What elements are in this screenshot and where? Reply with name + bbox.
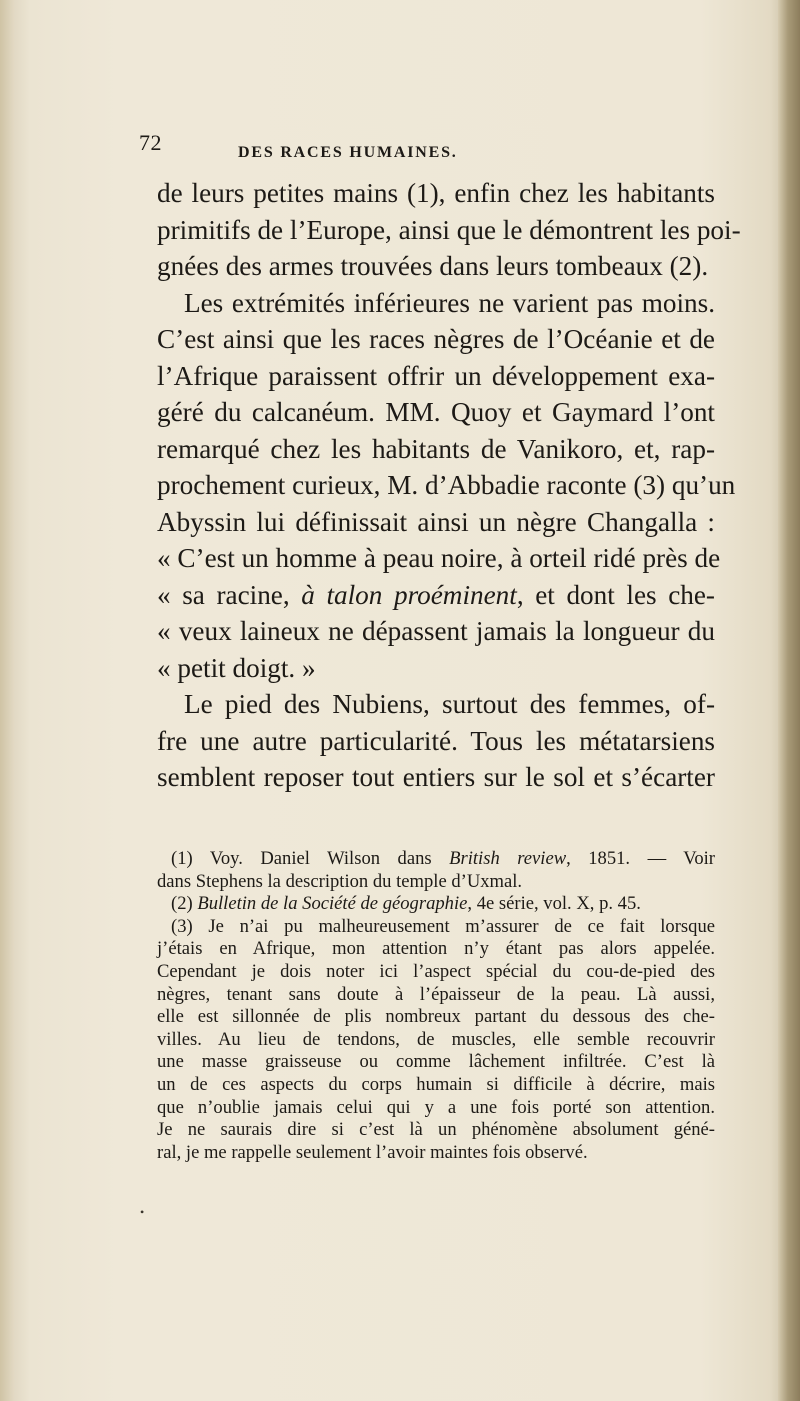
text-line: remarqué chez les habitants de Vanikoro, et, rap- [157,433,715,464]
footnote-line: ral, je me rappelle seulement l’avoir maintes fois observé. [157,1141,588,1163]
text-line: Les extrémités inférieures ne varient pas moins. [184,287,715,318]
footnote-line: Cependant je dois noter ici l’aspect spécial du cou-de-pied des [157,960,715,982]
text-line: prochement curieux, M. d’Abbadie raconte (3) qu’un [157,470,736,500]
text-fragment: , et dont les che- [516,579,715,610]
footnote-text: , 1851. — Voir [566,848,715,869]
footnote-line: que n’oublie jamais celui qui y a une fois porté son attention. [157,1096,715,1118]
text-line: C’est ainsi que les races nègres de l’Océanie et de [157,324,715,354]
footnote-line: j’étais en Afrique, mon attention n’y étant pas alors appelée. [157,938,715,960]
text-line: Abyssin lui définissait ainsi un nègre Changalla : [157,506,715,537]
page-left-edge [0,0,14,1401]
text-line: gnées des armes trouvées dans leurs tombeaux (2). [157,251,709,281]
footnote-text: , 4e série, vol. X, p. 45. [467,893,641,915]
footnotes [157,848,715,1164]
text-line: « veux laineux ne dépassent jamais la longueur du [157,616,715,646]
footnote-line: elle est sillonnée de plis nombreux partant du dessous des che- [157,1006,715,1028]
text-line: fre une autre particularité. Tous les métatarsiens [157,725,715,756]
text-line: « petit doigt. » [157,652,316,683]
footnote-1 [157,848,715,871]
footnote-text: (2) [171,893,198,915]
footnote-3: (3) Je n’ai pu malheureusement m’assurer de ce fait lorsque [171,915,715,937]
text-line: Le pied des Nubiens, surtout des femmes, of- [184,689,715,719]
emphasis-text: à talon proéminent [301,579,517,610]
footnote-line: dans Stephens la description du temple d’Uxmal. [157,870,523,892]
footnote-line: villes. Au lieu de tendons, de muscles, elle semble recouvrir [157,1028,715,1050]
text-line: l’Afrique paraissent offrir un développement exa- [157,360,715,391]
footnote-line: nègres, tenant sans doute à l’épaisseur de la peau. Là aussi, [157,983,715,1005]
page-right-edge [778,0,800,1401]
footnote-italic: Bulletin de la Société de géographie [197,893,468,915]
margin-bullet-icon: • [140,1205,145,1219]
footnote-line: une masse graisseuse ou comme lâchement infiltrée. C’est là [157,1051,715,1073]
text-fragment: « sa racine, [157,579,302,610]
text-line: géré du calcanéum. MM. Quoy et Gaymard l’ont [157,397,715,427]
text-line: primitifs de l’Europe, ainsi que le démontrent les poi- [157,214,741,245]
text-line-with-emphasis [157,577,715,614]
footnote-text: (1) Voy. Daniel Wilson dans [171,848,450,869]
footnote-2 [157,893,715,916]
main-text [157,175,741,796]
text-line: « C’est un homme à peau noire, à orteil ridé près de [157,543,721,573]
page-number: 72 [139,130,162,155]
text-line: semblent reposer tout entiers sur le sol et s’écarter [157,762,715,792]
footnote-line: Je ne saurais dire si c’est là un phénomène absolument géné- [157,1119,715,1141]
text-line: de leurs petites mains (1), enfin chez les habitants [157,178,715,208]
footnote-italic: British review [449,848,567,869]
footnote-line: un de ces aspects du corps humain si difficile à décrire, mais [157,1073,715,1095]
running-head: DES RACES HUMAINES. [238,144,458,161]
